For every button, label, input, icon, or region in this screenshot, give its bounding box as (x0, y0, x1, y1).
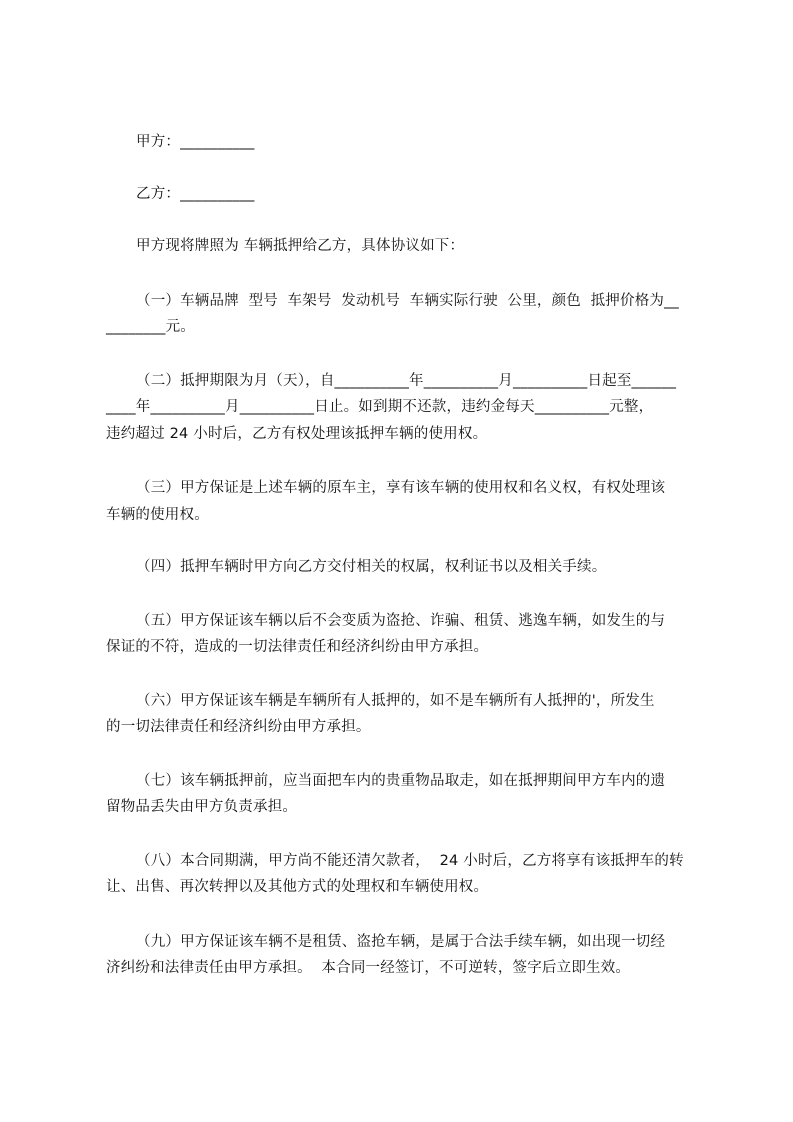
clause-9-line-2: 济纠纷和法律责任由甲方承担。 本合同一经签订，不可逆转，签字后立即生效。 (106, 960, 631, 976)
clause-3-line-1: （三）甲方保证是上述车辆的原车主，享有该车辆的使用权和名义权，有权处理该 (136, 480, 666, 496)
clause-5-line-2: 保证的不符，造成的一切法律责任和经济纠纷由甲方承担。 (106, 639, 489, 655)
party-b-line: 乙方：__________ (136, 186, 255, 202)
clause-7-line-1: （七）该车辆抵押前，应当面把车内的贵重物品取走，如在抵押期间甲方车内的遗 (136, 773, 666, 789)
clause-7-line-2: 留物品丢失由甲方负责承担。 (106, 799, 298, 815)
clause-1-line-2: ________元。 (106, 319, 195, 335)
clause-8-line-1: （八）本合同期满，甲方尚不能还清欠款者， 24 小时后，乙方将享有该抵押车的转 (136, 853, 684, 869)
clause-6-line-1: （六）甲方保证该车辆是车辆所有人抵押的，如不是车辆所有人抵押的'，所发生 (136, 693, 655, 709)
clause-2-line-2: ____年__________月__________日止。如到期不还款，违约金每天__________元整， (106, 399, 654, 415)
clause-9-line-1: （九）甲方保证该车辆不是租赁、盗抢车辆，是属于合法手续车辆，如出现一切经 (136, 934, 666, 950)
clause-4-line-1: （四）抵押车辆时甲方向乙方交付相关的权属，权利证书以及相关手续。 (136, 559, 607, 575)
clause-6-line-2: 的一切法律责任和经济纠纷由甲方承担。 (106, 719, 371, 735)
clause-2-line-3: 违约超过 24 小时后，乙方有权处理该抵押车辆的使用权。 (106, 426, 488, 442)
clause-1-line-1: （一）车辆品牌 型号 车架号 发动机号 车辆实际行驶 公里，颜色 抵押价格为__ (136, 293, 680, 309)
intro-line: 甲方现将牌照为 车辆抵押给乙方，具体协议如下： (136, 238, 465, 254)
clause-3-line-2: 车辆的使用权。 (106, 507, 209, 523)
clause-8-line-2: 让、出售、再次转押以及其他方式的处理权和车辆使用权。 (106, 879, 489, 895)
clause-2-line-1: （二）抵押期限为月（天），自__________年__________月__________日起至______ (136, 373, 677, 389)
party-a-line: 甲方：__________ (136, 134, 255, 150)
clause-5-line-1: （五）甲方保证该车辆以后不会变质为盗抢、诈骗、租赁、逃逸车辆，如发生的与 (136, 613, 666, 629)
